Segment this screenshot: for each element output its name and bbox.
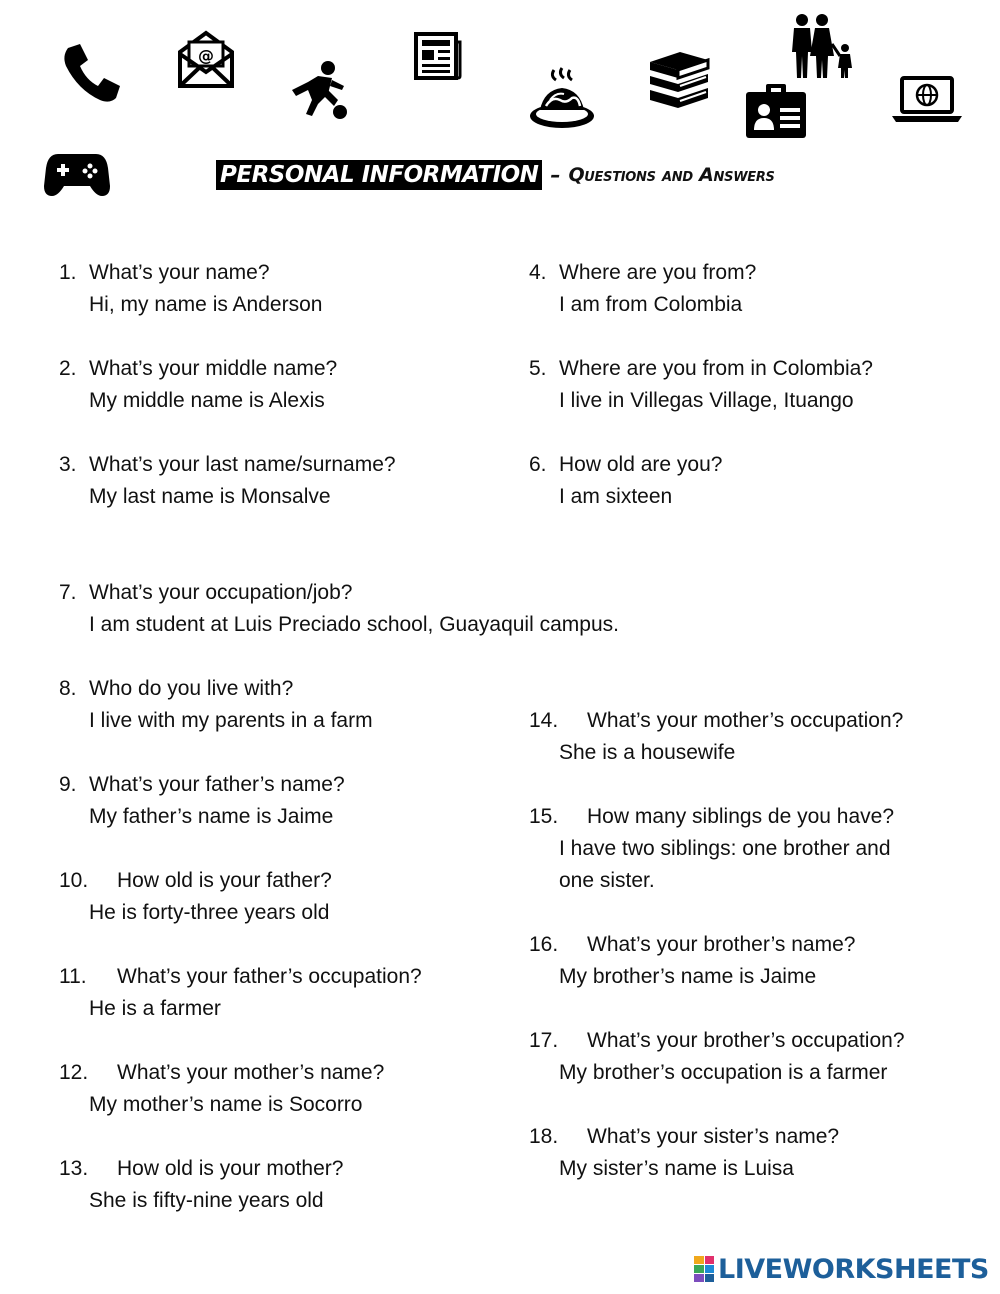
item-number: 8. bbox=[59, 677, 77, 700]
answer: My last name is Monsalve bbox=[89, 485, 331, 508]
question: What’s your sister’s name? bbox=[587, 1125, 840, 1148]
qa-item-10 bbox=[59, 865, 332, 929]
books-icon bbox=[646, 50, 712, 116]
item-number: 7. bbox=[59, 581, 77, 604]
question: What’s your father’s name? bbox=[89, 773, 345, 796]
question: How old is your father? bbox=[117, 869, 332, 892]
item-number: 14. bbox=[529, 709, 559, 732]
item-number: 12. bbox=[59, 1061, 89, 1084]
question: What’s your mother’s name? bbox=[117, 1061, 385, 1084]
question: What’s your occupation/job? bbox=[89, 581, 353, 604]
qa-item-16 bbox=[529, 929, 856, 993]
question: Who do you live with? bbox=[89, 677, 294, 700]
question: Where are you from in Colombia? bbox=[559, 357, 873, 380]
item-number: 2. bbox=[59, 357, 77, 380]
logo-mark-square bbox=[705, 1256, 715, 1264]
item-number: 5. bbox=[529, 357, 547, 380]
item-number: 4. bbox=[529, 261, 547, 284]
question: What’s your name? bbox=[89, 261, 270, 284]
question: What’s your brother’s occupation? bbox=[587, 1029, 905, 1052]
item-number: 13. bbox=[59, 1157, 89, 1180]
qa-item-13 bbox=[59, 1153, 344, 1217]
qa-item-12 bbox=[59, 1057, 385, 1121]
item-number: 15. bbox=[529, 805, 559, 828]
qa-item-14 bbox=[529, 705, 904, 769]
laptop-globe-icon bbox=[892, 76, 962, 124]
question: What’s your middle name? bbox=[89, 357, 338, 380]
answer: I am from Colombia bbox=[559, 293, 743, 316]
soccer-player-icon bbox=[288, 60, 350, 120]
logo-text: LIVEWORKSHEETS bbox=[718, 1253, 989, 1285]
question: What’s your last name/surname? bbox=[89, 453, 396, 476]
title-separator: – bbox=[550, 163, 561, 187]
item-number: 18. bbox=[529, 1125, 559, 1148]
qa-item-6 bbox=[529, 449, 723, 513]
answer: He is forty-three years old bbox=[89, 901, 330, 924]
item-number: 10. bbox=[59, 869, 89, 892]
item-number: 6. bbox=[529, 453, 547, 476]
item-number: 1. bbox=[59, 261, 77, 284]
answer: Hi, my name is Anderson bbox=[89, 293, 323, 316]
email-icon bbox=[177, 30, 235, 88]
logo-mark-square bbox=[705, 1274, 715, 1282]
answer: My brother’s occupation is a farmer bbox=[559, 1061, 888, 1084]
qa-item-7 bbox=[59, 577, 619, 641]
answer: I live in Villegas Village, Ituango bbox=[559, 389, 854, 412]
question: How old is your mother? bbox=[117, 1157, 344, 1180]
gamepad-icon bbox=[44, 150, 110, 198]
qa-item-5 bbox=[529, 353, 873, 417]
qa-item-11 bbox=[59, 961, 422, 1025]
question: Where are you from? bbox=[559, 261, 757, 284]
qa-item-2 bbox=[59, 353, 338, 417]
question: How old are you? bbox=[559, 453, 723, 476]
qa-item-17 bbox=[529, 1025, 905, 1089]
answer: My sister’s name is Luisa bbox=[559, 1157, 794, 1180]
title-subtitle: Questions and Answers bbox=[568, 164, 775, 186]
qa-item-18 bbox=[529, 1121, 840, 1185]
answer: My middle name is Alexis bbox=[89, 389, 325, 412]
logo-mark-icon bbox=[694, 1256, 714, 1282]
qa-item-9 bbox=[59, 769, 345, 833]
answer: My father’s name is Jaime bbox=[89, 805, 334, 828]
answer: I am student at Luis Preciado school, Guayaquil campus. bbox=[89, 613, 619, 636]
logo-mark-square bbox=[694, 1265, 704, 1273]
answer: He is a farmer bbox=[89, 997, 221, 1020]
question: What’s your mother’s occupation? bbox=[587, 709, 904, 732]
question: What’s your brother’s name? bbox=[587, 933, 856, 956]
answer: I have two siblings: one brother and bbox=[559, 837, 891, 860]
answer-continued: one sister. bbox=[559, 869, 655, 892]
family-icon bbox=[790, 12, 856, 80]
question: What’s your father’s occupation? bbox=[117, 965, 422, 988]
item-number: 16. bbox=[529, 933, 559, 956]
item-number: 3. bbox=[59, 453, 77, 476]
item-number: 9. bbox=[59, 773, 77, 796]
newspaper-icon bbox=[414, 32, 462, 80]
phone-icon bbox=[60, 42, 122, 104]
question: How many siblings de you have? bbox=[587, 805, 895, 828]
answer: I am sixteen bbox=[559, 485, 673, 508]
answer: I live with my parents in a farm bbox=[89, 709, 373, 732]
food-plate-icon bbox=[526, 66, 596, 130]
qa-item-15 bbox=[529, 801, 895, 897]
answer: My brother’s name is Jaime bbox=[559, 965, 817, 988]
title-main: PERSONAL INFORMATION bbox=[216, 160, 542, 190]
item-number: 17. bbox=[529, 1029, 559, 1052]
qa-item-8 bbox=[59, 673, 373, 737]
liveworksheets-logo[interactable] bbox=[694, 1254, 989, 1284]
answer: She is a housewife bbox=[559, 741, 736, 764]
logo-mark-square bbox=[705, 1265, 715, 1273]
logo-mark-square bbox=[694, 1274, 704, 1282]
id-card-icon bbox=[746, 84, 806, 138]
item-number: 11. bbox=[59, 965, 87, 988]
svg-text:@: @ bbox=[198, 46, 214, 65]
answer: She is fifty-nine years old bbox=[89, 1189, 324, 1212]
qa-item-3 bbox=[59, 449, 396, 513]
qa-item-4 bbox=[529, 257, 757, 321]
qa-item-1 bbox=[59, 257, 323, 321]
logo-mark-square bbox=[694, 1256, 704, 1264]
page-title bbox=[216, 158, 775, 192]
answer: My mother’s name is Socorro bbox=[89, 1093, 363, 1116]
